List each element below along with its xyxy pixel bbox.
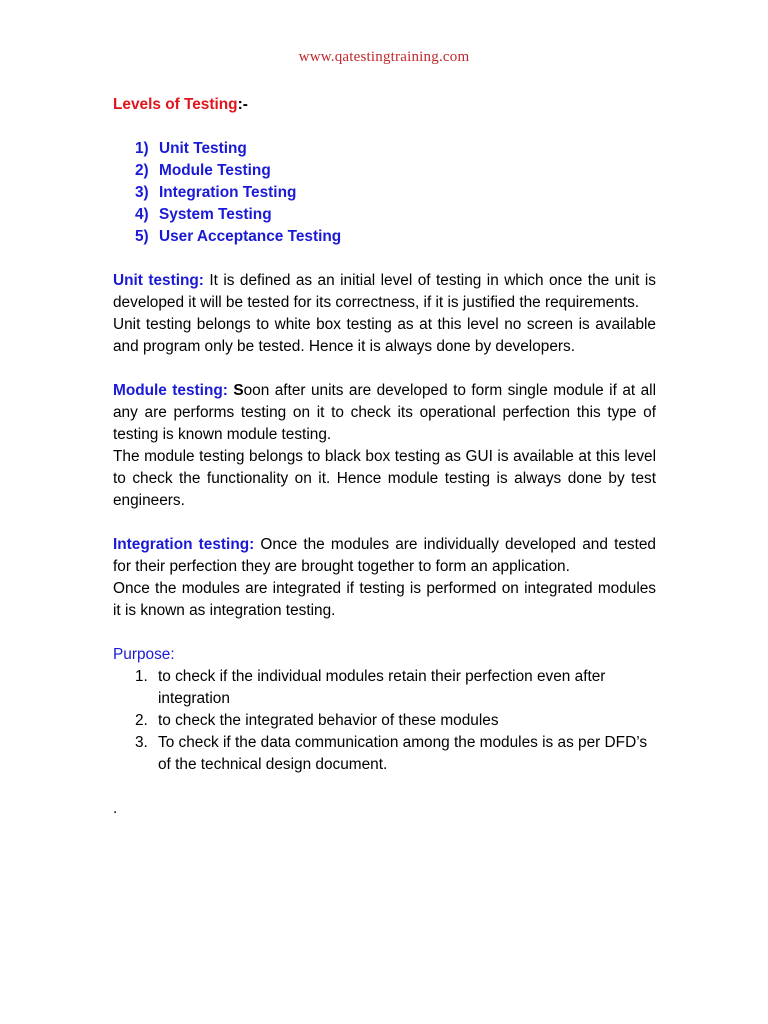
purpose-list-item	[135, 710, 656, 732]
trailing-mark: .	[113, 800, 118, 817]
levels-list	[113, 138, 656, 248]
spacer	[113, 512, 656, 534]
levels-list-item	[135, 160, 656, 182]
levels-item-number: 3)	[135, 184, 149, 201]
unit-testing-paragraph-2: Unit testing belongs to white box testing as at this level no screen is available and program only be tested. Hence it is always done by developers.	[113, 316, 656, 355]
levels-list-item	[135, 138, 656, 160]
spacer	[113, 248, 656, 270]
purpose-label: Purpose:	[113, 646, 175, 663]
levels-item-number: 1)	[135, 140, 149, 157]
purpose-item-text: To check if the data communication among the modules is as per DFD’s of the technical design document.	[158, 734, 648, 773]
levels-heading-text: Levels of Testing	[113, 96, 238, 113]
spacer	[113, 776, 656, 798]
unit-testing-term: Unit testing:	[113, 272, 204, 289]
spacer	[113, 358, 656, 380]
purpose-item-text: to check the integrated behavior of these modules	[158, 712, 499, 729]
document-body	[113, 94, 656, 820]
levels-item-number: 2)	[135, 162, 149, 179]
levels-item-label: Module Testing	[159, 162, 271, 179]
levels-heading	[113, 94, 656, 116]
module-testing-term: Module testing:	[113, 382, 228, 399]
purpose-item-number: 3.	[135, 734, 148, 751]
integration-testing-paragraph-2: Once the modules are integrated if testing is performed on integrated modules it is known as integration testing.	[113, 580, 656, 619]
integration-testing-text: Once the modules are individually developed and tested for their perfection they are brought together to form an application.	[113, 536, 656, 575]
purpose-list-item	[135, 732, 656, 776]
integration-testing-term: Integration testing:	[113, 536, 255, 553]
module-testing-lead-letter: S	[233, 382, 244, 399]
purpose-list	[113, 666, 656, 776]
levels-list-item	[135, 204, 656, 226]
levels-item-label: Unit Testing	[159, 140, 247, 157]
header-url: www.qatestingtraining.com	[298, 49, 470, 65]
unit-testing-paragraph	[113, 270, 656, 314]
levels-item-number: 5)	[135, 228, 149, 245]
levels-item-label: Integration Testing	[159, 184, 297, 201]
module-testing-text: oon after units are developed to form single module if at all any are performs testing on it to check its operational perfection this type of testing is known module testing.	[113, 382, 656, 443]
levels-list-item	[135, 226, 656, 248]
unit-testing-text: It is defined as an initial level of testing in which once the unit is developed it will be tested for its correctness, if it is justified the requirements.	[113, 272, 656, 311]
purpose-item-text: to check if the individual modules retain their perfection even after integration	[158, 668, 606, 707]
levels-item-label: User Acceptance Testing	[159, 228, 342, 245]
levels-item-number: 4)	[135, 206, 149, 223]
purpose-item-number: 1.	[135, 668, 148, 685]
spacer	[113, 116, 656, 138]
purpose-item-number: 2.	[135, 712, 148, 729]
integration-testing-paragraph	[113, 534, 656, 578]
module-testing-paragraph	[113, 380, 656, 446]
levels-item-label: System Testing	[159, 206, 272, 223]
levels-heading-suffix: :-	[237, 96, 248, 113]
spacer	[113, 622, 656, 644]
levels-list-item	[135, 182, 656, 204]
purpose-list-item	[135, 666, 656, 710]
module-testing-paragraph-2: The module testing belongs to black box testing as GUI is available at this level to check the functionality on it. Hence module testing is always done by test engineers.	[113, 448, 656, 509]
